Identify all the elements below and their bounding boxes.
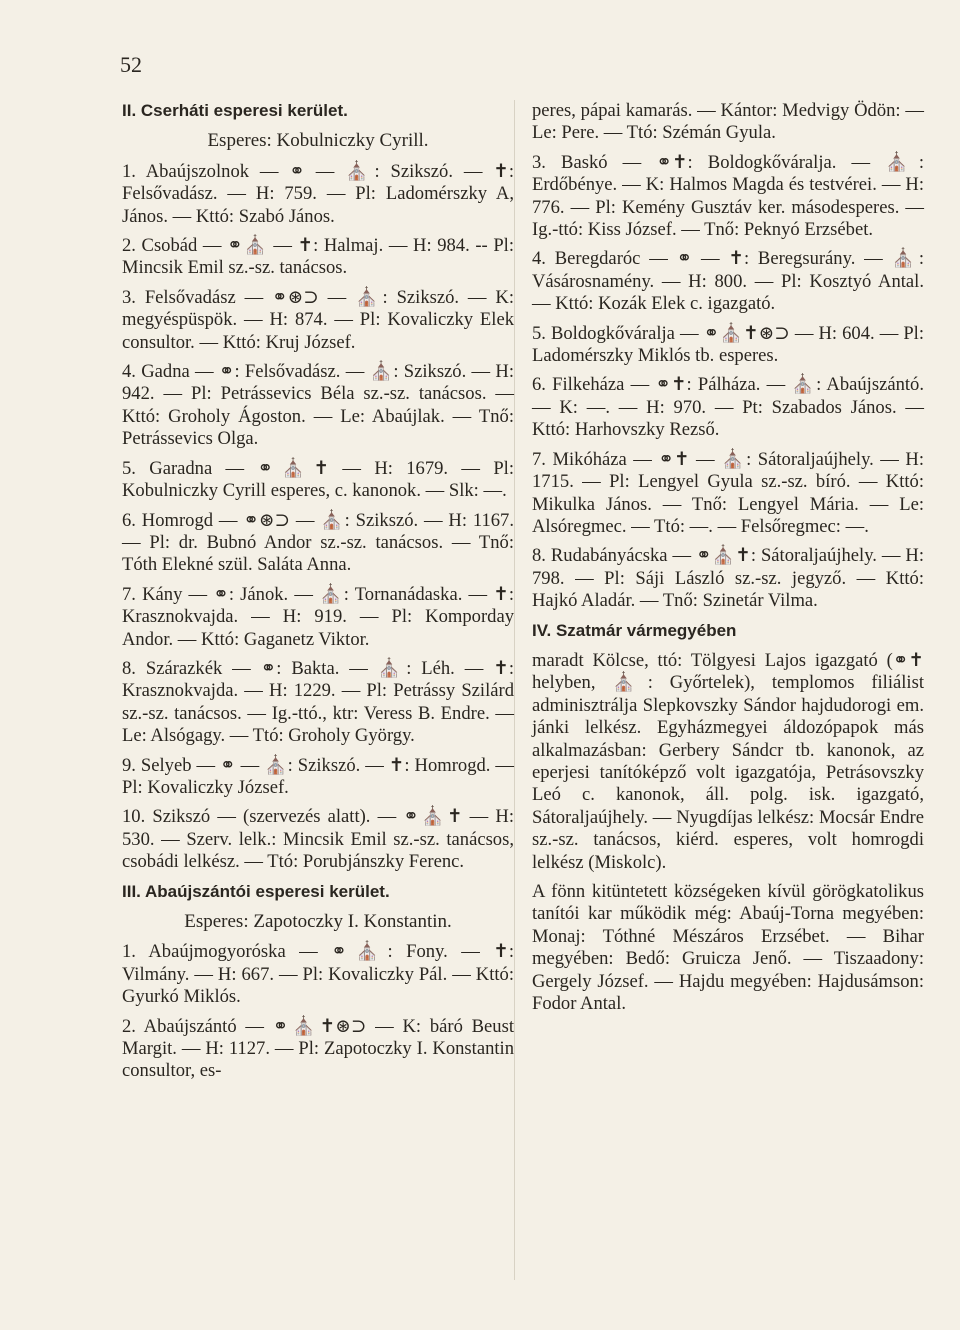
parish-entry: 9. Selyeb — ⚭ — ⛪: Szikszó. — ✝: Homrogd. — Pl: Kovaliczky József.: [122, 754, 514, 798]
parish-entry: 7. Mikóháza — ⚭✝ — ⛪: Sátoraljaújhely. — H: 1715. — Pl: Lengyel Gyula sz.-sz. bíró. — Kttó: Mikulka János. — Tnő: Lengyel Mária. — Le: Alsóregmec. — Ttó: —. — Felsőregmec: —.: [532, 448, 924, 537]
note-paragraph: maradt Kölcse, ttó: Tölgyesi Lajos igazgató (⚭✝ helyben, ⛪: Győrtelek), templomos filiálist adminisztrálja Slepkovszky Sándor hajdudorogi em. jánki lelkész. Egyházmegyei áldozópapok más alkalmazásban: Gerbery Sándcr tb. kanonok, az eperjesi tanítóképző volt igazgatója, Petrásovszky Leó c. kanonok, áll. polg. isk. igazgató, Sátoraljaújhely. — Nyugdíjas lelkész: Mocsár Endre sz.-sz. tanácsos, kiérd. esperes, volt homrogdi lelkész (Miskolc).: [532, 649, 924, 873]
parish-entry: 7. Kány — ⚭: Jánok. — ⛪: Tornanádaska. — ✝: Krasznokvajda. — H: 919. — Pl: Komporday Andor. — Kttó: Gaganetz Viktor.: [122, 583, 514, 650]
parish-entry: 10. Szikszó — (szervezés alatt). — ⚭⛪✝ — H: 530. — Szerv. lelk.: Mincsik Emil sz.-sz. tanácsos, csobádi lelkész. — Ttó: Porubjánszky Ferenc.: [122, 806, 514, 873]
left-column: [122, 100, 514, 1090]
parish-entry: 5. Boldogkőváralja — ⚭⛪✝⊛⊃ — H: 604. — Pl: Ladomérszky Miklós tb. esperes.: [532, 322, 924, 367]
parish-entry: 3. Baskó — ⚭✝: Boldogkőváralja. — ⛪: Erdőbénye. — K: Halmos Magda és testvérei. — H: 776. — Pl: Kemény Gusztáv ker. másodesperes. — Ig.-ttó: Kiss József. — Tnő: Peknyó Erzsébet.: [532, 151, 924, 241]
column-divider: [514, 100, 515, 1280]
parish-entry: 8. Szárazkék — ⚭: Bakta. — ⛪: Léh. — ✝: Krasznokvajda. — H: 1229. — Pl: Petrássy Szilárd sz.-sz. tanácsos. — Ig.-ttó., ktr: Veress B. Endre. — Le: Alsógagy. — Ttó: Groholy György.: [122, 657, 514, 747]
parish-entry: peres, pápai kamarás. — Kántor: Medvigy Ödön: — Le: Pere. — Ttó: Szémán Gyula.: [532, 100, 924, 144]
parish-entry: 6. Homrogd — ⚭⊛⊃ — ⛪: Szikszó. — H: 1167. — Pl: dr. Bubnó Andor sz.-sz. tanácsos. — Tnő: Tóth Elekné szül. Saláta Anna.: [122, 509, 514, 576]
section-dean: Esperes: Zapotoczky I. Konstantin.: [184, 911, 452, 932]
section-heading: II. Cserháti esperesi kerület.: [122, 101, 348, 120]
note-paragraph: A fönn kitüntetett községeken kívül görögkatolikus tanítói kar működik még: Abaúj-Torna megyében: Monaj: Tóthné Mészáros Erzsébet. — Bihar megyében: Bedő: Gruicza Jenő. — Tiszaadony: Gergely József. — Hajdu megyében: Hajdusámson: Fodor Antal.: [532, 881, 924, 1015]
parish-entry: 8. Rudabányácska — ⚭⛪✝: Sátoraljaújhely. — H: 798. — Pl: Sáji László sz.-sz. jegyző. — Kttó: Hajkó Aladár. — Tnő: Szinetár Vilma.: [532, 545, 924, 612]
parish-entry: 4. Gadna — ⚭: Felsővadász. — ⛪: Szikszó. — H: 942. — Pl: Petrássevics Béla sz.-sz. tanácsos. — Kttó: Groholy Ágoston. — Le: Abaújlak. — Tnő: Petrássevics Olga.: [122, 361, 514, 450]
parish-entry: 1. Abaújszolnok — ⚭ — ⛪: Szikszó. — ✝: Felsővadász. — H: 759. — Pl: Ladomérszky A, János. — Kttó: Szabó János.: [122, 160, 514, 227]
section-heading: IV. Szatmár vármegyében: [532, 620, 737, 640]
section-dean: Esperes: Kobulniczky Cyrill.: [207, 130, 429, 152]
parish-entry: 2. Abaújszántó — ⚭⛪✝⊛⊃ — K: báró Beust Margit. — H: 1127. — Pl: Zapotoczky I. Konstantin consultor, es-: [122, 1015, 514, 1082]
parish-entry: 5. Garadna — ⚭⛪✝ — H: 1679. — Pl: Kobulniczky Cyrill esperes, c. kanonok. — Slk: —.: [122, 457, 514, 502]
parish-entry: 2. Csobád — ⚭⛪ — ✝: Halmaj. — H: 984. -- Pl: Mincsik Emil sz.-sz. tanácsos.: [122, 235, 514, 279]
parish-entry: 4. Beregdaróc — ⚭ — ✝: Beregsurány. — ⛪: Vásárosnamény. — H: 800. — Pl: Kosztyó Antal. — Kttó: Kozák Elek c. igazgató.: [532, 248, 924, 315]
section-heading: III. Abaújszántói esperesi kerület.: [122, 881, 390, 901]
parish-entry: 6. Filkeháza — ⚭✝: Pálháza. — ⛪: Abaújszántó. — K: —. — H: 970. — Pt: Szabados János. — Kttó: Harhovszky Rezső.: [532, 374, 924, 441]
right-column: [532, 100, 924, 1022]
parish-entry: 1. Abaújmogyoróska — ⚭⛪: Fony. — ✝: Vilmány. — H: 667. — Pl: Kovaliczky Pál. — Kttó: Gyurkó Miklós.: [122, 941, 514, 1008]
page-number: 52: [120, 52, 142, 77]
parish-entry: 3. Felsővadász — ⚭⊛⊃ — ⛪: Szikszó. — K: megyéspüspök. — H: 874. — Pl: Kovaliczky Elek consultor. — Kttó: Kruj József.: [122, 286, 514, 353]
